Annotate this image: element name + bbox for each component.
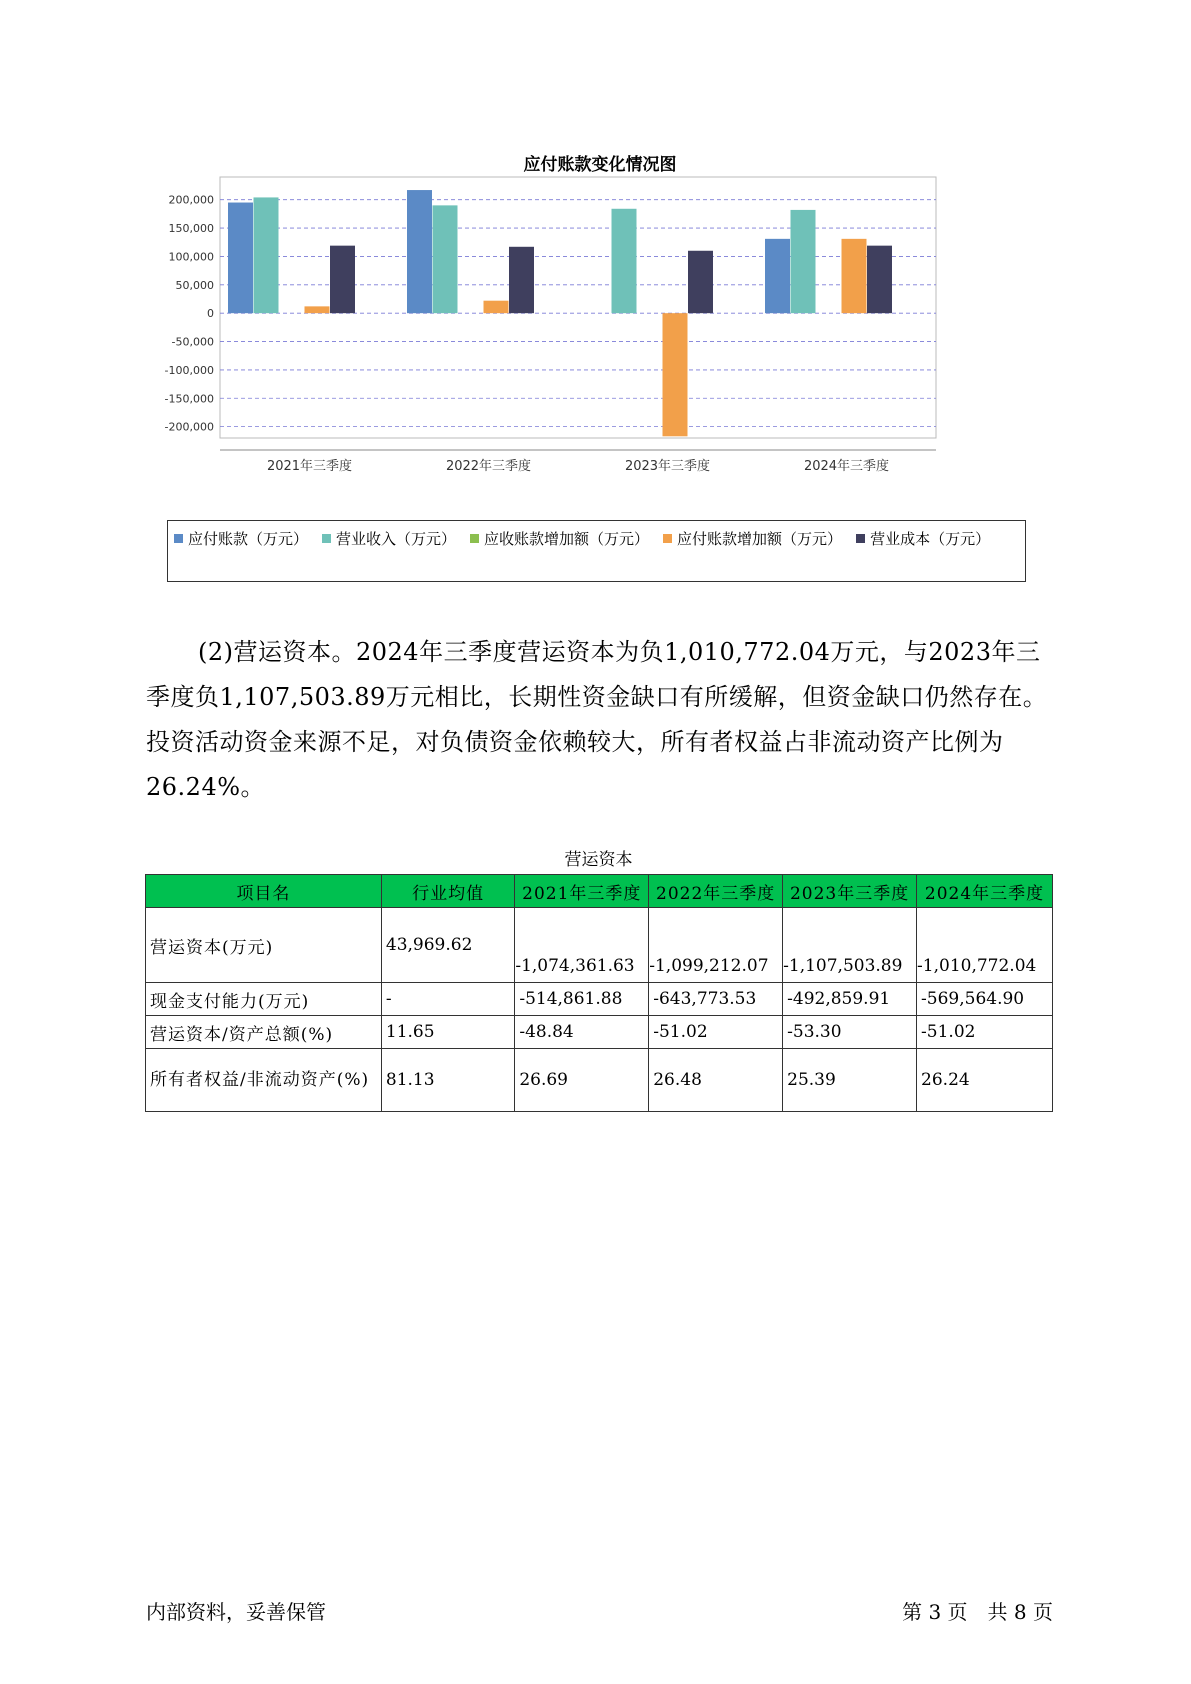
legend-label: 应付账款（万元） (188, 529, 309, 548)
table-cell: -1,074,361.63 (515, 908, 649, 983)
table-cell: 81.13 (381, 1049, 514, 1112)
bar (663, 313, 688, 436)
legend-swatch (663, 534, 672, 543)
table-cell: 26.48 (649, 1049, 783, 1112)
y-tick-label: -100,000 (164, 363, 214, 377)
legend-swatch (322, 534, 331, 543)
table-cell: -569,564.90 (917, 983, 1053, 1016)
y-tick-label: 150,000 (168, 222, 214, 236)
table-cell: -53.30 (783, 1016, 917, 1049)
bar (765, 239, 790, 313)
legend-label: 应收账款增加额（万元） (484, 529, 650, 548)
table-row (146, 1049, 1053, 1112)
bar (688, 251, 713, 313)
bar (407, 190, 432, 313)
legend-label: 营业收入（万元） (336, 529, 457, 548)
bar (484, 301, 509, 313)
legend-label: 应付账款增加额（万元） (677, 529, 843, 548)
chart-title: 应付账款变化情况图 (523, 155, 677, 175)
working-capital-table (145, 874, 1053, 1112)
table-row (146, 908, 1053, 983)
table-cell: 26.24 (917, 1049, 1053, 1112)
legend-item (856, 525, 990, 551)
row-label: 营运资本/资产总额(%) (146, 1016, 382, 1049)
legend-item (174, 525, 308, 551)
table-cell: -643,773.53 (649, 983, 783, 1016)
bar (612, 209, 637, 313)
y-tick-label: 100,000 (168, 250, 214, 264)
y-tick-label: 200,000 (168, 193, 214, 207)
bar (330, 246, 355, 314)
table-cell: 26.69 (515, 1049, 649, 1112)
table-row (146, 1016, 1053, 1049)
bar (509, 247, 534, 313)
y-tick-label: -50,000 (171, 335, 214, 349)
header-item-name: 项目名 (146, 875, 382, 908)
footer-page-number: 第 3 页 共 8 页 (902, 1600, 1053, 1624)
legend-swatch (470, 534, 479, 543)
table-cell: - (381, 983, 514, 1016)
table-cell: 25.39 (783, 1049, 917, 1112)
x-tick-label: 2021年三季度 (266, 459, 353, 474)
x-tick-label: 2023年三季度 (624, 459, 711, 474)
bar (791, 210, 816, 313)
table-cell: -1,010,772.04 (917, 908, 1053, 983)
header-2023q3: 2023年三季度 (783, 875, 917, 908)
table-cell: -1,107,503.89 (783, 908, 917, 983)
legend-item (663, 525, 842, 551)
bar (867, 246, 892, 314)
chart-legend (167, 520, 1026, 582)
legend-item (322, 525, 456, 551)
bar (254, 197, 279, 313)
row-label: 营运资本(万元) (146, 908, 382, 983)
working-capital-paragraph: (2)营运资本。2024年三季度营运资本为负1,010,772.04万元，与2023年三季度负1,107,503.89万元相比，长期性资金缺口有所缓解，但资金缺口仍然存在。投资活动资金来源不足，对负债资金依赖较大，所有者权益占非流动资产比例为26.24%。 (146, 638, 1048, 801)
table-cell: -492,859.91 (783, 983, 917, 1016)
header-2024q3: 2024年三季度 (917, 875, 1053, 908)
legend-swatch (174, 534, 183, 543)
table-cell: -51.02 (917, 1016, 1053, 1049)
table-cell: 43,969.62 (381, 908, 514, 983)
table-header-row (146, 875, 1053, 908)
header-industry-avg: 行业均值 (381, 875, 514, 908)
x-tick-label: 2024年三季度 (803, 459, 890, 474)
bar (433, 205, 458, 313)
bar (305, 306, 330, 313)
y-tick-label: 50,000 (175, 278, 214, 292)
table-cell: -48.84 (515, 1016, 649, 1049)
table-cell: -514,861.88 (515, 983, 649, 1016)
y-tick-label: -150,000 (164, 392, 214, 406)
x-tick-label: 2022年三季度 (445, 459, 532, 474)
header-2021q3: 2021年三季度 (515, 875, 649, 908)
legend-label: 营业成本（万元） (870, 529, 991, 548)
bar (228, 203, 253, 314)
bar (842, 239, 867, 313)
legend-swatch (856, 534, 865, 543)
header-2022q3: 2022年三季度 (649, 875, 783, 908)
footer-confidential-note: 内部资料，妥善保管 (146, 1600, 326, 1624)
table-caption: 营运资本 (564, 850, 633, 870)
row-label: 所有者权益/非流动资产(%) (146, 1049, 382, 1112)
row-label: 现金支付能力(万元) (146, 983, 382, 1016)
table-cell: -1,099,212.07 (649, 908, 783, 983)
y-tick-label: -200,000 (164, 420, 214, 434)
legend-item (470, 525, 649, 551)
table-cell: -51.02 (649, 1016, 783, 1049)
table-cell: 11.65 (381, 1016, 514, 1049)
y-tick-label: 0 (207, 307, 214, 321)
chart-svg (160, 140, 1040, 520)
table-row (146, 983, 1053, 1016)
